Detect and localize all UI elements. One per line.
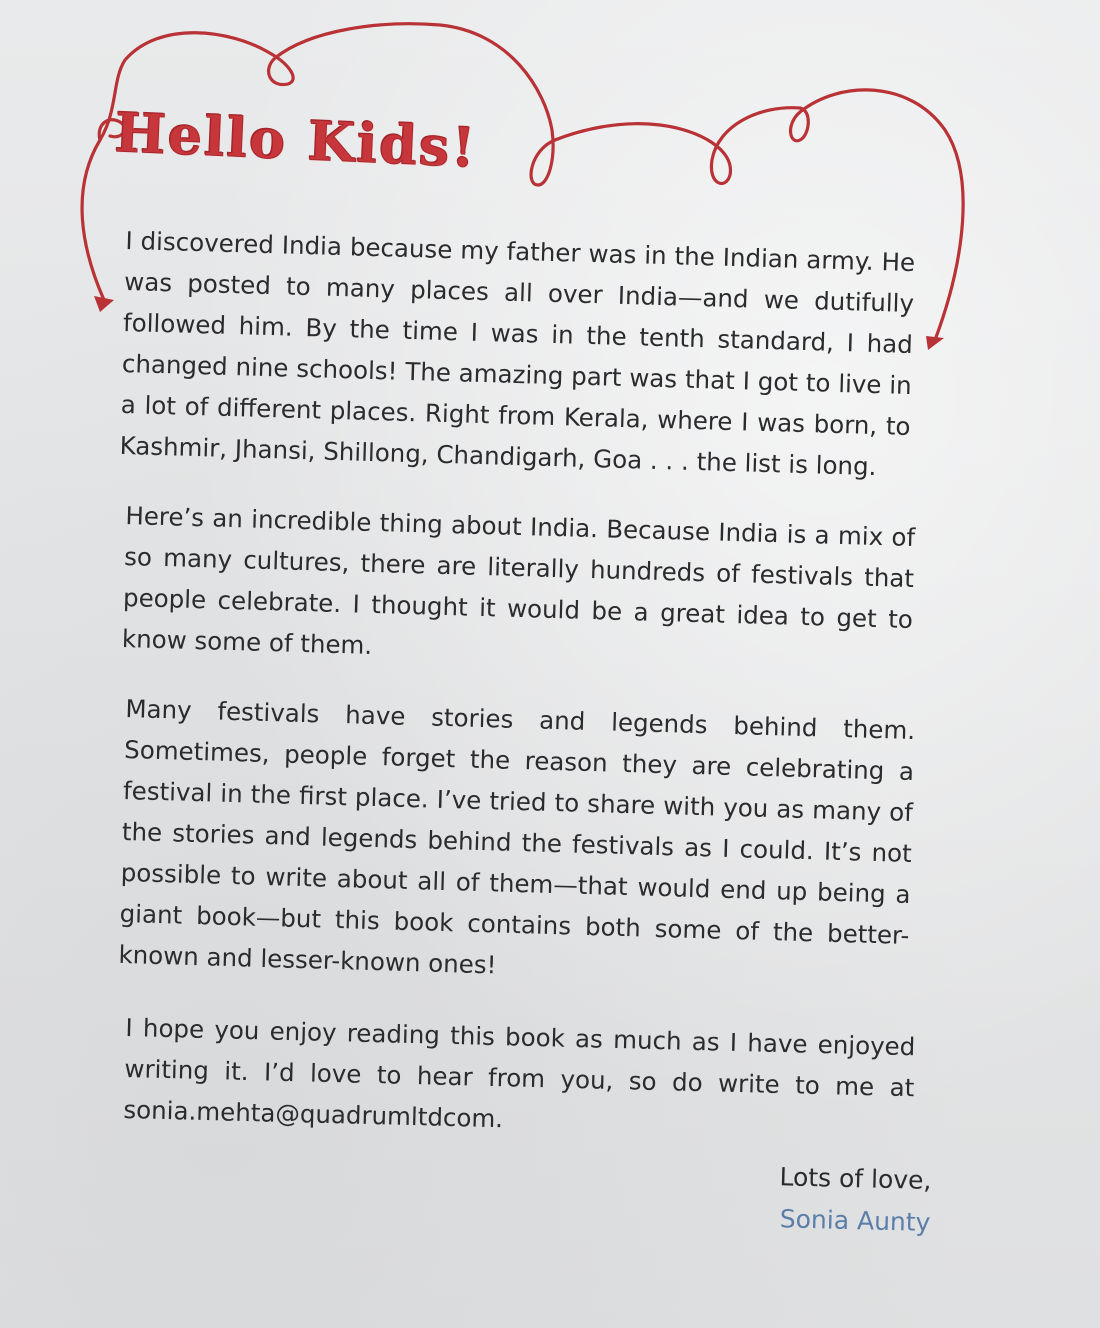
- signature: Sonia Aunty: [779, 1204, 931, 1237]
- closing-line: Lots of love,: [779, 1162, 932, 1195]
- paragraph-intro: I discovered India because my father was in the Indian army. He was posted to many places all over India—and we dutifully followed him. By the time I was in the tenth standard, I had changed nine schools! The amazing part was that I got to live in a lot of different places. Right from Kerala, where I was born, to Kashmir, Jhansi, Shillong, Chandigarh, Goa . . . the list is long.: [119, 225, 916, 482]
- paragraph-stories: Many festivals have stories and legends behind them. Sometimes, people forget the reason they are celebrating a festival in the first place. I’ve tried to share with you as many of the stories and legends behind the festivals as I could. It’s not possible to write about all of them—that would end up being a giant book—but this book contains both some of the better-known and lesser-known ones!: [118, 693, 916, 980]
- page-title: Hello Kids!: [113, 100, 479, 180]
- left-arrowhead-icon: [94, 296, 114, 312]
- paragraph-festivals: Here’s an incredible thing about India. Because India is a mix of so many cultures, there are literally hundreds of festivals that people celebrate. I thought it would be a great idea to get to know some of them.: [121, 500, 916, 660]
- right-arrowhead-icon: [926, 336, 944, 350]
- signoff: [778, 1156, 932, 1244]
- paragraph-closing: I hope you enjoy reading this book as much as I have enjoyed writing it. I’d love to hear from you, so do write to me at sonia.mehta@quadrumltdcom.: [123, 1012, 916, 1134]
